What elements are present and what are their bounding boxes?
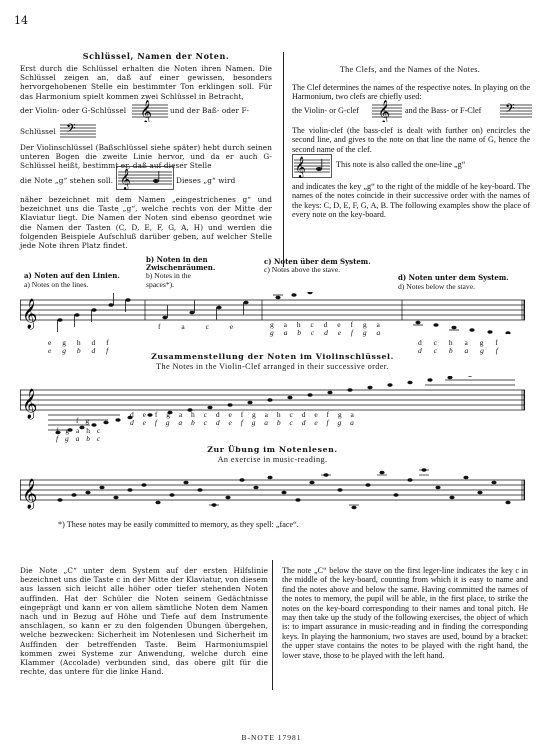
label-b-de2: Zwischenräumen. [146, 263, 216, 272]
right-paragraph-3: and indicates the key „g“ to the right of the middle of he key-board. The names of the notes coincide in their successive order with the names of the keys: C, D, E, F, G, A, B. The following examples show the place of every note on the key-board. [292, 182, 530, 220]
svg-text:𝄢: 𝄢 [66, 121, 76, 139]
section3-title-de: Zur Übung im Notenlesen. [207, 445, 338, 454]
staff1-letters-a: e g h d f [48, 338, 109, 347]
footnote: *) These notes may be easily committed to memory, as they spell: „face“. [58, 520, 299, 529]
section2-title-en: The Notes in the Violin-Clef arranged in their successive order. [156, 362, 389, 371]
staff2-low-en: f g a b c [56, 434, 101, 443]
right-title: The Clefs, and the Names of the Notes. [339, 65, 481, 74]
staff2-low-top: f g [76, 416, 90, 425]
g-note-example-staff-right [292, 154, 332, 178]
label-b-de1: b) Noten in den [146, 255, 208, 264]
svg-text:𝄢: 𝄢 [505, 101, 515, 119]
bass-clef-icon-right [500, 100, 532, 122]
left-violin-clef-text: der Violin- oder G-Schlüssel [20, 106, 127, 115]
staff1-letters-c-en: g a b c d e f g a [270, 328, 381, 337]
bottom-left-text: Die Note „C“ unter dem System auf der ersten Hilfslinie bezeichnet uns die Taste c in der Mitte der Klaviatur, von diesem aus lassen sich leicht alle höher oder tiefer stehenden Noten auffinden. Hat der Schüler die Noten seinem Gedächtnisse eingeprägt und kann er von allem sämtliche Noten dem Namen nach und in Bezug auf Höhe und Tiefe auf dem Instrumente anschlagen, so kann er zu den folgenden Übungen übergehen, welche bezwecken: Sicherheit im Notenlesen und Sicherheit im Auffinden der betreffenden Taste. Beim Harmoniumspiel kommen zwei Systeme zur Anwendung, welche durch eine Klammer (Accolade) verbunden sind, das obere gilt für die rechte, das untere für die linke Hand. [20, 566, 268, 677]
bottom-right-text: The note „C“ below the stave on the first leger-line indicates the key c in the middle of the key-board, counting from which it is easy to name and find the notes above and below the same. Having committed the names of the notes to memory, the pupil will be able, in the first place, to strike the notes on the key-board corresponding to their names and tonal pitch. He may then take up the study of the following exercises, the object of which is: to impart assurance in music-reading and in finding the corresponding keys. In playing the harmonium, two staves are used, bound by a bracket: the upper stave contains the notes to be played with the right hand, the lower stave, those to be played with the left hand. [282, 566, 528, 660]
staff1-letters-d-en: d c b a g f [418, 346, 498, 355]
left-paragraph-3: näher bezeichnet mit dem Namen „eingestrichenes g“ und bezeichnet uns die Taste „g“, welche rechts von der Mitte der Klaviatur liegt. Die Namen der Noten sind ebenso geordnet wie die Namen der Tasten (C, D, E, F, G, A, H) und werden die folgenden Beispiele Aufschluß darüber geben, auf welcher Stelle jede Note ihren Platz findet. [20, 195, 272, 251]
right-bass-clef-text: and the Bass- or F-Clef [405, 106, 482, 115]
treble-clef-icon [132, 100, 168, 122]
staff2-letters-row1-en: d e f g a b c d e f g a b c d e f g a [130, 418, 354, 427]
bottom-column-divider [272, 560, 273, 690]
right-one-line-g-text: This note is also called the one-line „g“ [336, 160, 466, 169]
svg-text:𝄞: 𝄞 [140, 100, 152, 122]
left-g-wird-text: Dieses „g“ wird [176, 176, 236, 185]
left-note-g-text: die Note „g“ stehen soll. [20, 176, 114, 185]
page-footer: B-NOTE 17981 [241, 733, 302, 742]
right-paragraph-1: The Clef determines the names of the respective notes. In playing on the Harmonium, two clefs are chiefly used: [292, 83, 530, 102]
bass-clef-icon [60, 120, 96, 142]
staff2-letters-row1: d e f g a h c d e f g a h c d e f g a [130, 410, 354, 419]
label-a-en: a) Notes on the lines. [24, 280, 89, 289]
label-c-en: c) Notes above the stave. [264, 265, 341, 274]
right-paragraph-2: The violin-clef (the bass-clef is dealt with further on) encircles the second line, and gives to the note on that line the name of G, hence the second name of the clef. [292, 126, 530, 154]
svg-text:𝄞: 𝄞 [378, 100, 390, 122]
staff1-letters-d: d c h a g f [418, 338, 498, 347]
treble-clef-icon-right [372, 100, 402, 122]
label-d-en: d) Notes below the stave. [398, 282, 475, 291]
staff-3-exercise [20, 468, 525, 512]
label-a-de: a) Noten auf den Linien. [24, 271, 120, 280]
g-note-example-staff [116, 166, 174, 190]
svg-text:𝄞: 𝄞 [295, 157, 306, 178]
svg-text:𝄞: 𝄞 [22, 479, 38, 509]
svg-text:𝄞: 𝄞 [22, 299, 38, 329]
right-violin-clef-text: the Violin- or G-clef [292, 106, 359, 115]
left-paragraph-1: Erst durch die Schlüssel erhalten die Noten ihren Namen. Die Schlüssel zeigen an, daß auf einer gewissen, besonders hervorgehobenen Stelle ein bestimmter Ton erklingen soll. Für das Harmonium spielt kommen zwei Schlüssel in Betracht, [20, 64, 272, 101]
column-divider [283, 52, 284, 267]
staff1-letters-b: f a c e [158, 322, 234, 331]
left-bass-clef-text: und der Baß- oder F- [170, 106, 249, 115]
left-paragraph-2: Der Violinschlüssel (Baßschlüssel siehe später) hebt durch seinen unteren Bogen die zweite Linie hervor, und da er auch G-Schlüssel heißt, bestimmt er, daß auf dieser Stelle [20, 143, 272, 171]
section2-title-de: Zusammenstellung der Noten im Violinschlüssel. [151, 352, 394, 361]
section3-title-en: An exercise in music-reading. [217, 455, 328, 464]
left-title: Schlüssel, Namen der Noten. [82, 51, 230, 61]
label-d-de: d) Noten unter dem System. [398, 273, 509, 282]
left-bass-clef-label: Schlüssel [20, 127, 56, 136]
staff1-letters-a-en: e g b d f [48, 346, 109, 355]
label-b-en1: b) Notes in the [146, 271, 191, 280]
page-number: 14 [14, 14, 28, 27]
staff1-letters-c: g a h c d e f g a [270, 320, 380, 329]
label-c-de: c) Noten über dem System. [264, 257, 371, 266]
staff2-low-de: f g a h c [56, 426, 101, 435]
label-b-en2: spaces*). [146, 280, 175, 289]
svg-text:𝄞: 𝄞 [120, 169, 131, 190]
svg-text:𝄞: 𝄞 [22, 389, 38, 419]
